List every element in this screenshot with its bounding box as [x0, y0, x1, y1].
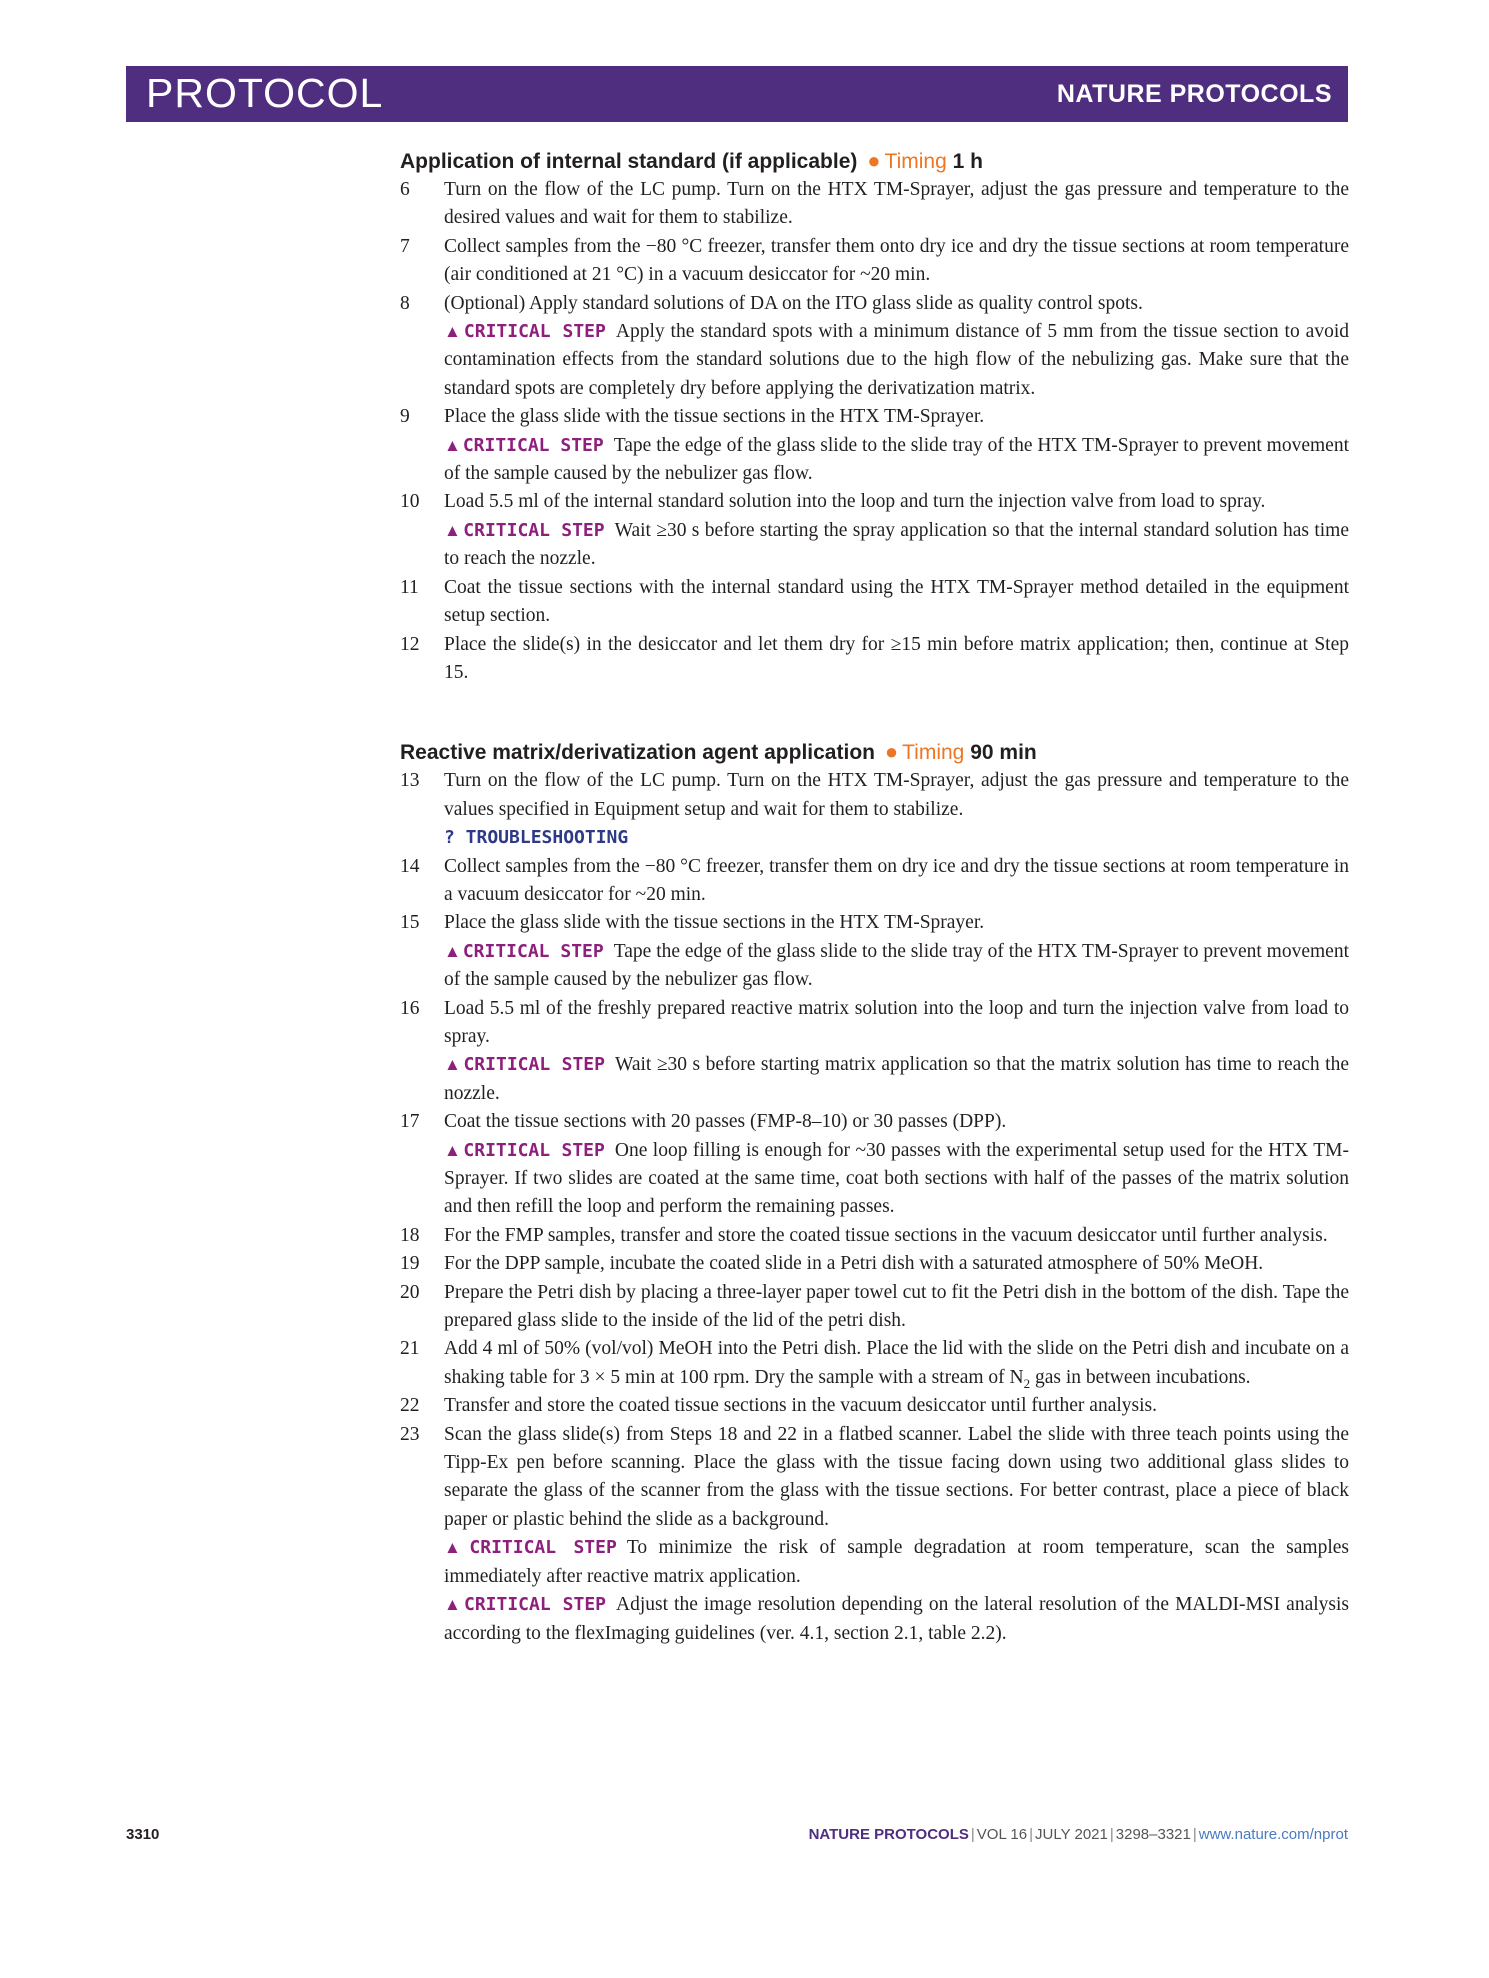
- separator: |: [1192, 1826, 1197, 1843]
- critical-note: [444, 938, 1349, 995]
- critical-note: [444, 1591, 1349, 1648]
- separator: |: [1109, 1826, 1114, 1843]
- procedure-step: [400, 1222, 1349, 1250]
- critical-note: [444, 1534, 1349, 1591]
- page-number: 3310: [126, 1826, 160, 1843]
- step-text: Coat the tissue sections with the internal standard using the HTX TM-Sprayer method detailed in the equipment setup section.: [444, 576, 1349, 627]
- procedure-step: [400, 176, 1349, 233]
- step-number: 17: [400, 1111, 420, 1133]
- page-footer: [126, 1826, 1348, 1850]
- step-text: Turn on the flow of the LC pump. Turn on the HTX TM-Sprayer, adjust the gas pressure and temperature to the desired values and wait for them to stabilize.: [444, 179, 1349, 229]
- step-text: Scan the glass slide(s) from Steps 18 and 22 in a flatbed scanner. Label the slide with three teach points using the Tipp-Ex pen before scanning. Place the glass with the tissue facing down using two additional glass slides to separate the glass of the scanner from the glass with the tissue sections. For better contrast, place a piece of black paper or plastic behind the slide as a background.: [444, 1423, 1349, 1530]
- step-number: 19: [400, 1253, 420, 1275]
- warning-triangle-icon: ▲: [444, 1140, 462, 1160]
- warning-triangle-icon: ▲: [444, 435, 461, 455]
- step-number: 20: [400, 1281, 420, 1303]
- step-number: 10: [400, 491, 420, 513]
- section-heading: [400, 146, 1349, 176]
- journal-url-link[interactable]: www.nature.com/nprot: [1198, 1826, 1348, 1843]
- critical-note: [444, 1051, 1349, 1108]
- procedure-step: [400, 909, 1349, 994]
- separator: |: [1029, 1826, 1034, 1843]
- step-text: Collect samples from the −80 °C freezer, transfer them on dry ice and dry the tissue sections at room temperature in a vacuum desiccator for ~20 min.: [444, 855, 1349, 905]
- critical-text: Apply the standard spots with a minimum distance of 5 mm from the tissue section to avoid contamination effects from the standard solutions due to the high flow of the nebulizing gas. Make sure that the standard spots are completely dry before applying the derivatization matrix.: [444, 321, 1349, 399]
- separator: |: [970, 1826, 975, 1843]
- procedure-step: [400, 1108, 1349, 1222]
- critical-label: CRITICAL STEP: [463, 321, 606, 343]
- step-text: Prepare the Petri dish by placing a three-layer paper towel cut to fit the Petri dish in the bottom of the dish. Tape the prepared glass slide to the inside of the lid of the petri dish.: [444, 1281, 1349, 1332]
- critical-note: [444, 432, 1349, 489]
- header-bar: [126, 66, 1348, 122]
- timing-dot-icon: ●: [884, 739, 899, 765]
- step-text: For the FMP samples, transfer and store the coated tissue sections in the vacuum desiccator until further analysis.: [444, 1224, 1328, 1246]
- procedure-step: [400, 574, 1349, 631]
- timing-label: Timing: [884, 150, 947, 173]
- footer-pages: 3298–3321: [1115, 1826, 1191, 1843]
- timing-value: 1 h: [952, 150, 983, 173]
- step-text: (Optional) Apply standard solutions of DA on the ITO glass slide as quality control spots.: [444, 292, 1143, 314]
- critical-note: [444, 517, 1349, 574]
- step-text: Collect samples from the −80 °C freezer, transfer them onto dry ice and dry the tissue sections at room temperature (air conditioned at 21 °C) in a vacuum desiccator for ~20 min.: [444, 235, 1349, 286]
- troubleshooting-note: [444, 824, 1349, 852]
- warning-triangle-icon: ▲: [444, 520, 462, 540]
- step-number: 6: [400, 179, 410, 200]
- critical-text: One loop filling is enough for ~30 passes with the experimental setup used for the HTX TM-Sprayer. If two slides are coated at the same time, coat both sections with half of the passes of the matrix solution and then refill the loop and perform the remaining passes.: [444, 1139, 1349, 1218]
- warning-triangle-icon: ▲: [444, 941, 461, 961]
- procedure-step: [400, 1392, 1349, 1420]
- critical-label: CRITICAL STEP: [463, 1594, 607, 1616]
- footer-date: JULY 2021: [1035, 1826, 1108, 1843]
- procedure-step: [400, 233, 1349, 290]
- critical-label: CRITICAL STEP: [463, 519, 605, 541]
- step-text-part: Add 4 ml of 50% (vol/vol) MeOH into the Petri dish. Place the lid with the slide on the Petri dish and incubate on a shaking table for 3 × 5 min at 100 rpm. Dry the sample with a stream of N: [444, 1338, 1349, 1388]
- step-text: Transfer and store the coated tissue sections in the vacuum desiccator until further analysis.: [444, 1395, 1157, 1417]
- footer-volume: VOL 16: [976, 1826, 1028, 1843]
- section-heading: [400, 737, 1349, 767]
- procedure-step: [400, 1335, 1349, 1392]
- critical-label: CRITICAL STEP: [463, 1139, 605, 1161]
- step-text: Load 5.5 ml of the internal standard solution into the loop and turn the injection valve from load to spray.: [444, 491, 1266, 513]
- main-content: [400, 146, 1349, 1648]
- step-number: 9: [400, 406, 410, 428]
- timing-value: 90 min: [970, 741, 1037, 765]
- step-number: 14: [400, 855, 420, 877]
- step-number: 13: [400, 770, 420, 792]
- timing-label: Timing: [902, 741, 965, 765]
- procedure-step: [400, 995, 1349, 1109]
- journal-name: NATURE PROTOCOLS: [1056, 80, 1332, 108]
- critical-note: [444, 318, 1349, 403]
- warning-triangle-icon: ▲: [444, 1595, 462, 1615]
- step-number: 7: [400, 235, 410, 257]
- step-text: For the DPP sample, incubate the coated slide in a Petri dish with a saturated atmosphere of 50% MeOH.: [444, 1253, 1264, 1275]
- section-spacer: [400, 687, 1349, 737]
- procedure-step: [400, 1421, 1349, 1648]
- warning-triangle-icon: ▲: [444, 1055, 462, 1075]
- section-title-text: Application of internal standard (if applicable): [400, 150, 858, 173]
- footer-journal: NATURE PROTOCOLS: [808, 1826, 969, 1843]
- step-text: [444, 1335, 1349, 1392]
- step-text: Place the glass slide with the tissue sections in the HTX TM-Sprayer.: [444, 406, 985, 428]
- procedure-step: [400, 1250, 1349, 1278]
- step-text: Coat the tissue sections with 20 passes (FMP-8–10) or 30 passes (DPP).: [444, 1111, 1007, 1133]
- critical-text: Tape the edge of the glass slide to the slide tray of the HTX TM-Sprayer to prevent movement of the sample caused by the nebulizer gas flow.: [444, 940, 1349, 991]
- procedure-step: [400, 488, 1349, 573]
- step-number: 21: [400, 1338, 420, 1360]
- procedure-step: [400, 853, 1349, 910]
- step-number: 18: [400, 1224, 420, 1246]
- critical-label: CRITICAL STEP: [462, 434, 604, 456]
- procedure-step: [400, 403, 1349, 488]
- step-number: 16: [400, 997, 420, 1019]
- step-text-part: gas in between incubations.: [1030, 1366, 1251, 1388]
- journal-reference: [809, 1826, 1348, 1843]
- step-text: Place the glass slide with the tissue sections in the HTX TM-Sprayer.: [444, 912, 985, 934]
- critical-text: Wait ≥30 s before starting the spray application so that the internal standard solution has time to reach the nozzle.: [444, 519, 1350, 570]
- section-title-text: Reactive matrix/derivatization agent application: [400, 741, 875, 765]
- warning-triangle-icon: ▲: [444, 322, 462, 342]
- critical-label: CRITICAL STEP: [463, 1054, 605, 1076]
- procedure-step: [400, 1279, 1349, 1336]
- critical-label: CRITICAL STEP: [469, 1537, 617, 1559]
- step-number: 15: [400, 912, 420, 934]
- step-number: 8: [400, 292, 410, 314]
- critical-text: Tape the edge of the glass slide to the slide tray of the HTX TM-Sprayer to prevent movement of the sample caused by the nebulizer gas flow.: [444, 434, 1349, 485]
- procedure-step: [400, 631, 1349, 688]
- critical-label: CRITICAL STEP: [462, 940, 604, 962]
- step-number: 22: [400, 1395, 420, 1417]
- step-number: 23: [400, 1423, 420, 1445]
- step-number: 11: [400, 576, 419, 598]
- troubleshooting-label: ? TROUBLESHOOTING: [444, 827, 629, 849]
- procedure-step: [400, 767, 1349, 852]
- warning-triangle-icon: ▲: [444, 1538, 468, 1558]
- critical-text: To minimize the risk of sample degradation at room temperature, scan the samples immediately after reactive matrix application.: [444, 1537, 1350, 1587]
- timing-dot-icon: ●: [867, 148, 881, 173]
- procedure-step: [400, 290, 1349, 404]
- critical-text: Wait ≥30 s before starting matrix application so that the matrix solution has time to reach the nozzle.: [444, 1054, 1350, 1104]
- critical-note: [444, 1137, 1349, 1222]
- step-text: Load 5.5 ml of the freshly prepared reactive matrix solution into the loop and turn the injection valve from load to spray.: [444, 997, 1349, 1047]
- subscript: 2: [1023, 1375, 1031, 1391]
- step-text: Turn on the flow of the LC pump. Turn on the HTX TM-Sprayer, adjust the gas pressure and temperature to the values specified in Equipment setup and wait for them to stabilize.: [444, 770, 1349, 820]
- critical-text: Adjust the image resolution depending on the lateral resolution of the MALDI-MSI analysis according to the flexImaging guidelines (ver. 4.1, section 2.1, table 2.2).: [444, 1594, 1349, 1644]
- step-text: Place the slide(s) in the desiccator and let them dry for ≥15 min before matrix application; then, continue at Step 15.: [444, 633, 1349, 683]
- section-label: PROTOCOL: [146, 70, 384, 116]
- step-number: 12: [400, 633, 420, 655]
